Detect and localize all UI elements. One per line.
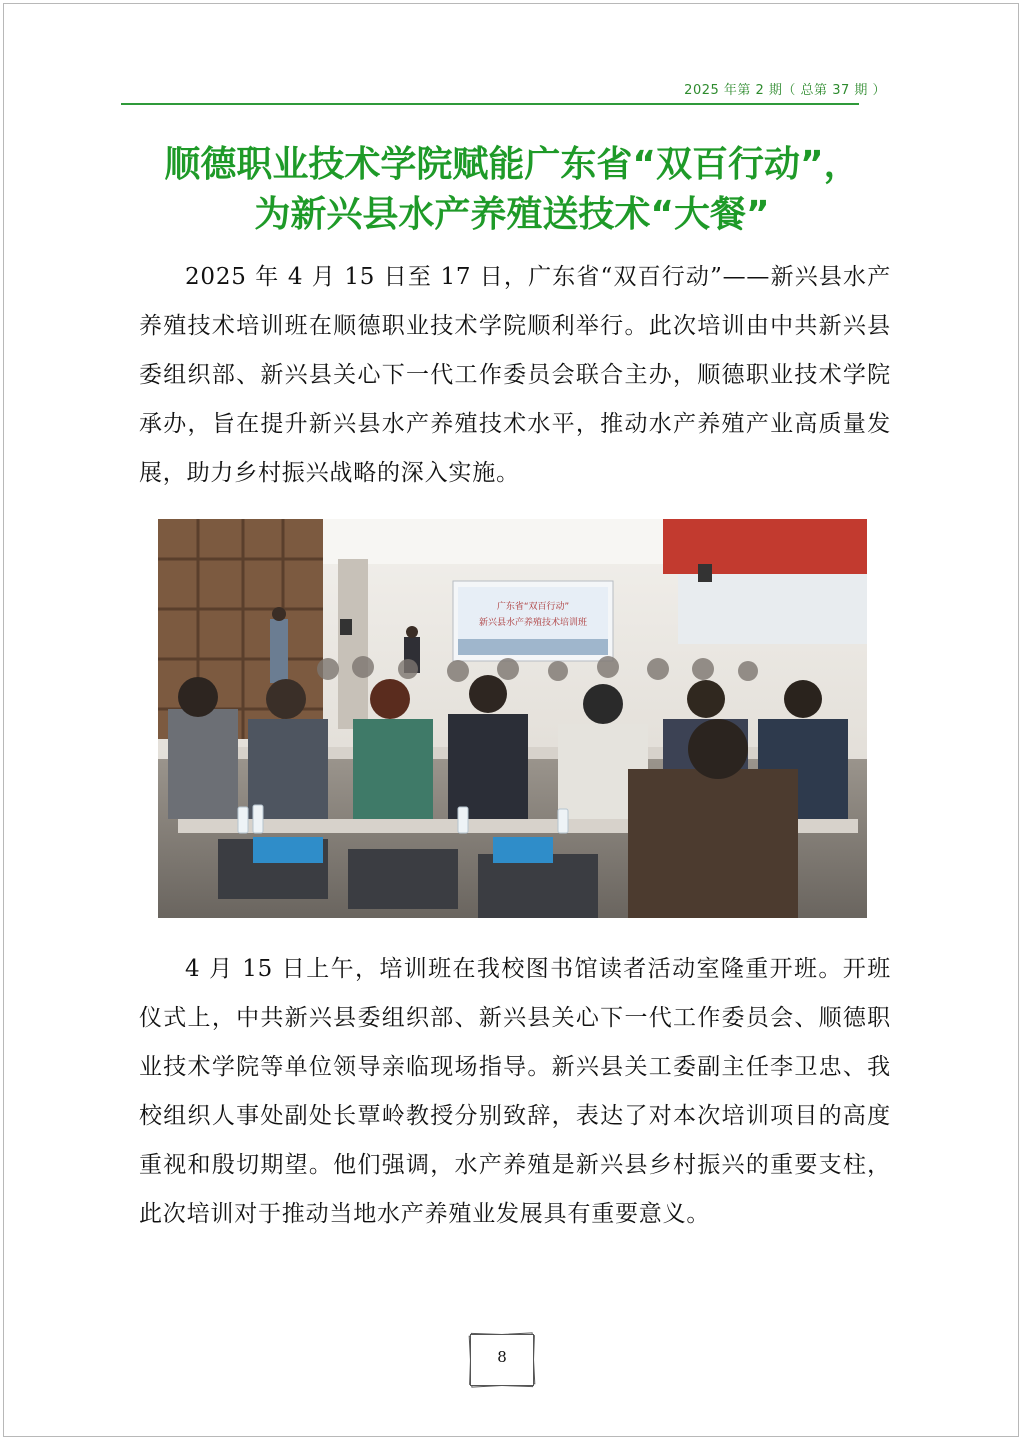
paragraph-1: 2025 年 4 月 15 日至 17 日，广东省“双百行动”——新兴县水产养殖技术培训班在顺德职业技术学院顺利举行。此次培训由中共新兴县委组织部、新兴县关心下一代工作委员会联合主办，顺德职业技术学院承办，旨在提升新兴县水产养殖技术水平，推动水产养殖产业高质量发展，助力乡村振兴战略的深入实施。 — [139, 264, 891, 486]
paragraph-2: 4 月 15 日上午，培训班在我校图书馆读者活动室隆重开班。开班仪式上，中共新兴县委组织部、新兴县关心下一代工作委员会、顺德职业技术学院等单位领导亲临现场指导。新兴县关工委副主任李卫忠、我校组织人事处副处长覃岭教授分别致辞，表达了对本次培训项目的高度重视和殷切期望。他们强调，水产养殖是新兴县乡村振兴的重要支柱，此次培训对于推动当地水产养殖业发展具有重要意义。 — [139, 956, 891, 1227]
page-number: 8 — [497, 1348, 507, 1366]
article-title-line-2: 为新兴县水产养殖送技术“大餐” — [254, 194, 770, 235]
issue-number: 2025 年第 2 期（ 总第 37 期 ） — [684, 83, 886, 98]
header-rule — [121, 103, 859, 105]
page-number-box — [470, 1334, 534, 1386]
screen-text-line-2: 新兴县水产养殖技术培训班 — [478, 618, 588, 628]
screen-text-line-1: 广东省“双百行动” — [496, 602, 570, 612]
training-class-photo — [158, 519, 867, 918]
article-title-line-1: 顺德职业技术学院赋能广东省“双百行动”， — [164, 144, 860, 185]
